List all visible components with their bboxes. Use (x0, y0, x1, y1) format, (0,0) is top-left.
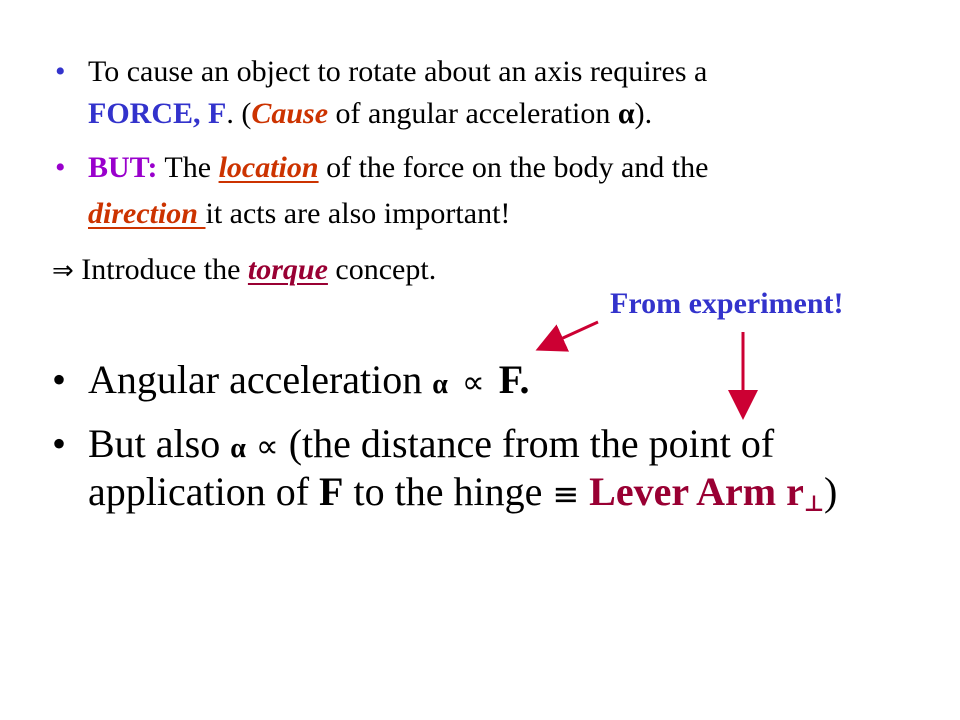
cause-term: Cause (251, 97, 329, 130)
equiv-symbol: ≡ (552, 475, 580, 513)
text: it acts are also important! (205, 197, 511, 230)
bullet-2: • (55, 151, 66, 184)
torque-term: torque (247, 253, 328, 286)
arrow-to-f (541, 322, 598, 348)
force-symbol: F. (498, 357, 530, 402)
text: of angular acceleration (328, 97, 618, 130)
text: application of (88, 469, 320, 514)
text: But also (88, 421, 231, 466)
text: ). (634, 97, 653, 130)
proportional-symbol: ∝ (461, 363, 485, 401)
location-term: location (218, 151, 319, 184)
force-symbol: F (319, 469, 344, 514)
text: Angular acceleration (88, 357, 433, 402)
proportional-symbol: ∝ (255, 427, 279, 465)
text: To cause an object to rotate about an axis requires a (88, 55, 708, 88)
text: to the hinge (343, 469, 553, 514)
force-term: FORCE, F (88, 97, 227, 130)
callout-from-experiment: From experiment! (610, 287, 844, 320)
text-line-7 (88, 420, 774, 473)
bullet-5: • (52, 421, 67, 466)
bullet-1: • (55, 55, 66, 88)
direction-term: direction (88, 197, 206, 230)
text: of the force on the body and the (318, 151, 709, 184)
text: . ( (226, 97, 252, 130)
but-label: BUT: (88, 151, 158, 184)
text: Introduce the (73, 253, 248, 286)
text-line-8 (88, 468, 837, 529)
lever-arm-term: Lever Arm r (579, 469, 804, 514)
text: (the distance from the point of (278, 421, 775, 466)
implies-symbol: ⇒ (52, 256, 74, 286)
alpha-symbol: α (617, 97, 635, 130)
text: ) (824, 469, 838, 514)
alpha-symbol: α (230, 433, 246, 464)
perp-symbol: ⊥ (803, 492, 824, 517)
text-line-6 (88, 356, 530, 409)
alpha-symbol: α (432, 369, 448, 400)
text: The (157, 151, 219, 184)
bullet-4: • (52, 357, 67, 402)
text: concept. (327, 253, 437, 286)
